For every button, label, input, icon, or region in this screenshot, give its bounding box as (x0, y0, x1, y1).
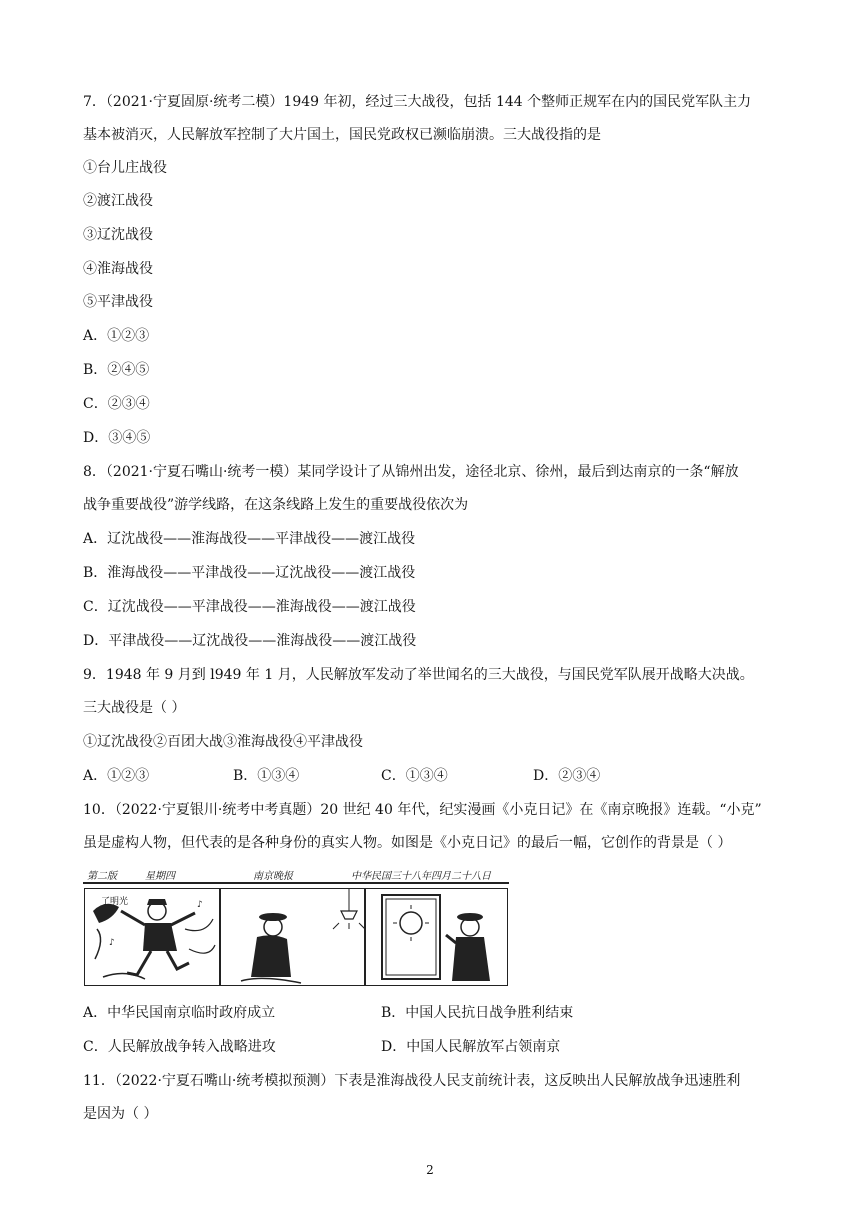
q7-option-c: C．②③④ (83, 396, 150, 412)
q9-option-d: D．②③④ (533, 768, 601, 784)
q11-stem-line1: 11．（2022·宁夏石嘴山·统考模拟预测）下表是淮海战役人民支前统计表，这反映出人民解放战争迅速胜利 (83, 1073, 741, 1089)
comic-weekday: 星期四 (145, 871, 175, 882)
comic-header (83, 866, 509, 882)
q7-stem-line1: 7．（2021·宁夏固原·统考二模）1949 年初，经过三大战役，包括 144 个整师正规军在内的国民党军队主力 (83, 94, 752, 110)
svg-text:♪: ♪ (109, 938, 115, 948)
comic-edition: 第二版 (87, 871, 117, 882)
q7-item-3: ③辽沈战役 (83, 227, 153, 243)
comic-paper-name: 南京晚报 (253, 871, 293, 882)
comic-panel-2 (220, 888, 365, 986)
q8-option-d: D．平津战役——辽沈战役——淮海战役——渡江战役 (83, 633, 417, 649)
q9-items: ①辽沈战役②百团大战③淮海战役④平津战役 (83, 734, 363, 750)
q8-option-b: B．淮海战役——平津战役——辽沈战役——渡江战役 (83, 565, 416, 581)
man-and-lamp-drawing (221, 889, 365, 986)
comic-panel-3 (365, 888, 508, 986)
q10-option-b: B．中国人民抗日战争胜利结束 (381, 1005, 574, 1021)
q8-stem-line2: 战争重要战役”游学线路，在这条线路上发生的重要战役依次为 (83, 497, 469, 513)
q11-stem-line2: 是因为（ ） (83, 1106, 158, 1122)
q8-option-a: A．辽沈战役——淮海战役——平津战役——渡江战役 (83, 531, 416, 547)
man-at-window-drawing (366, 889, 508, 986)
svg-text:♪: ♪ (197, 900, 203, 910)
comic-panel-1 (84, 888, 220, 986)
q7-item-4: ④淮海战役 (83, 261, 153, 277)
q9-stem-line2: 三大战役是（ ） (83, 700, 186, 716)
q8-option-c: C．辽沈战役——平津战役——淮海战役——渡江战役 (83, 599, 416, 615)
q10-option-d: D．中国人民解放军占领南京 (381, 1039, 561, 1055)
page-number: 2 (426, 1163, 434, 1177)
q7-item-5: ⑤平津战役 (83, 294, 153, 310)
q9-stem-line1: 9．1948 年 9 月到 l949 年 1 月，人民解放军发动了举世闻名的三大战役，与国民党军队展开战略大决战。 (83, 667, 754, 683)
comic-caption: 了明光 (101, 897, 129, 907)
comic-date: 中华民国三十八年四月二十八日 (351, 871, 491, 882)
q7-item-2: ②渡江战役 (83, 193, 153, 209)
comic-strip-image (83, 866, 509, 988)
q10-option-c: C．人民解放战争转入战略进攻 (83, 1039, 276, 1055)
q10-stem-line1: 10．（2022·宁夏银川·统考中考真题）20 世纪 40 年代，纪实漫画《小克日记》在《南京晚报》连载。“小克” (83, 802, 762, 818)
q9-option-b: B．①③④ (233, 768, 300, 784)
comic-header-rule (83, 882, 509, 884)
q9-option-c: C．①③④ (381, 768, 448, 784)
q9-option-a: A．①②③ (83, 768, 150, 784)
q7-item-1: ①台儿庄战役 (83, 160, 167, 176)
q10-option-a: A．中华民国南京临时政府成立 (83, 1005, 276, 1021)
q8-stem-line1: 8．（2021·宁夏石嘴山·统考一模）某同学设计了从锦州出发，途径北京、徐州，最后到达南京的一条“解放 (83, 464, 739, 480)
q7-option-b: B．②④⑤ (83, 362, 150, 378)
q7-option-d: D．③④⑤ (83, 430, 151, 446)
q10-stem-line2: 虽是虚构人物，但代表的是各种身份的真实人物。如图是《小克日记》的最后一幅，它创作的背景是（ ） (83, 835, 732, 851)
q7-option-a: A．①②③ (83, 328, 150, 344)
q7-stem-line2: 基本被消灭，人民解放军控制了大片国土，国民党政权已濒临崩溃。三大战役指的是 (83, 127, 601, 143)
